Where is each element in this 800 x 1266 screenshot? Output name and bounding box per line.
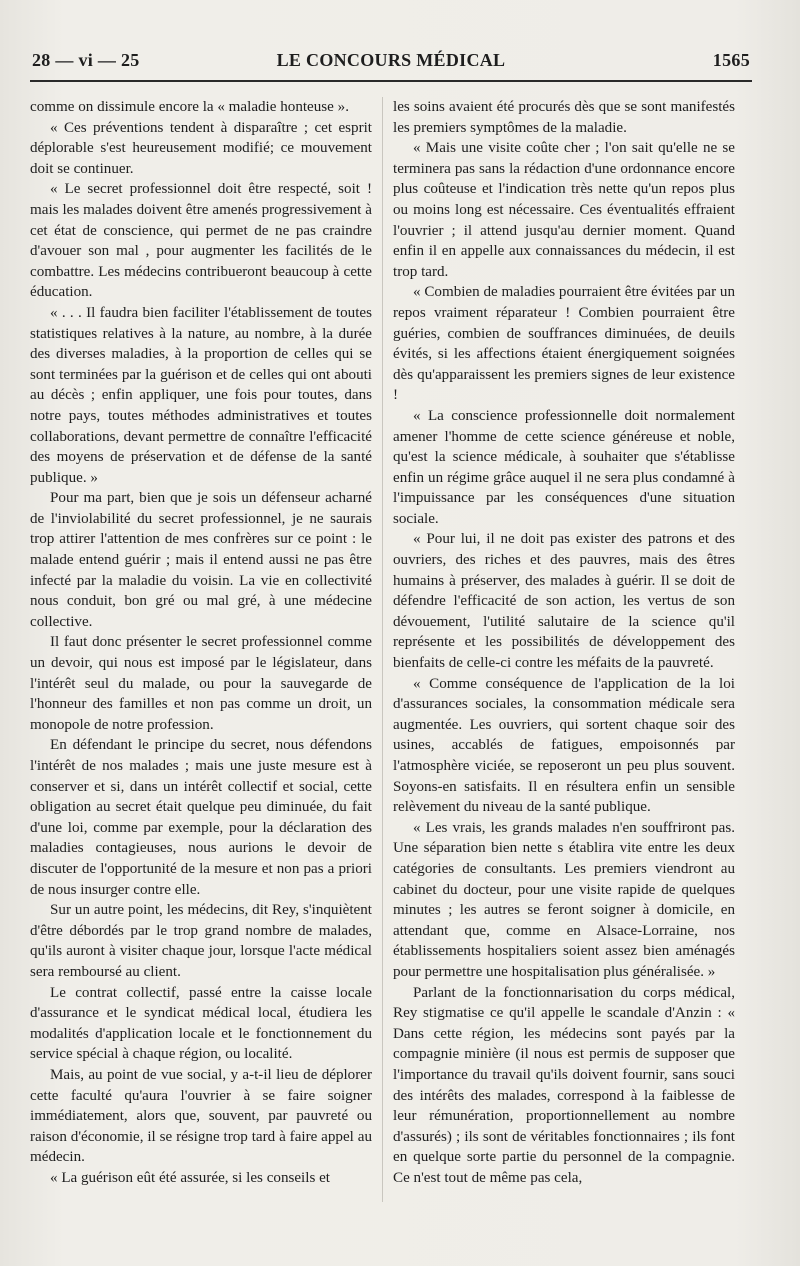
paragraph: « Mais une visite coûte cher ; l'on sait qu'elle ne se terminera pas sans la rédaction d'une ordonnance encore plus coûteuse et l'indication très nette qu'un repos plus ou moins long est nécessaire. Ces éventualités effraient l'ouvrier ; il attend jusqu'au dernier moment. Quand enfin il en appelle aux connaissances du médecin, il est trop tard. [393, 140, 735, 280]
paragraph: Mais, au point de vue social, y a-t-il lieu de déplorer cette faculté qu'aura l'ouvrier à se faire soigner immédiatement, alors que, souvent, par pauvreté ou raison d'économie, il se résigne trop tard à faire appel au médecin. [30, 1066, 372, 1166]
header-rule [30, 80, 752, 82]
paragraph: les soins avaient été procurés dès que se sont manifestés les premiers symptômes de la maladie. [393, 99, 735, 136]
paragraph: « Le secret professionnel doit être respecté, soit ! mais les malades doivent être amenés progressivement à cet état de conscience, qui permet de ne pas craindre d'avouer son mal , pour augmenter les facilités de le combattre. Les médecins contribueront beaucoup à cette éducation. [30, 181, 372, 301]
page-number: 1565 [712, 50, 750, 70]
paragraph: Le contrat collectif, passé entre la caisse locale d'assurance et le syndicat médical local, étudiera les modalités d'application locale et le fonctionnement du service spécial à chaque région, ou localité. [30, 984, 372, 1063]
paragraph: « La conscience professionnelle doit normalement amener l'homme de cette science généreuse et noble, qu'est la science médicale, à souhaiter que s'établisse enfin un régime grâce auquel il ne sera plus condamné à l'impuissance par les conséquences d'une situation sociale. [393, 407, 735, 527]
paragraph: Sur un autre point, les médecins, dit Rey, s'inquiètent d'être débordés par le trop grand nombre de malades, qu'ils auront à visiter chaque jour, lorsque l'acte médical sera remboursé au client. [30, 902, 372, 980]
paragraph: Pour ma part, bien que je sois un défenseur acharné de l'inviolabilité du secret professionnel, je ne saurais trop attirer l'attention de mes confrères sur ce point : le malade entend guérir ; mais il entend aussi ne pas être infecté par la maladie du voisin. La vie en collectivité nous conduit, bon gré ou mal gré, à une médecine collective. [30, 490, 372, 630]
journal-title: LE CONCOURS MÉDICAL [276, 50, 506, 70]
column-gutter [382, 97, 383, 1202]
paragraph: « Comme conséquence de l'application de la loi d'assurances sociales, la consommation médicale sera augmentée. Les ouvriers, qui sortent chaque soir des usines, accablés de fatigues, empoisonnés par l'atmosphère viciée, se reposeront un peu plus souvent. Soyons-en satisfaits. Il en résultera enfin un sensible relèvement du niveau de la santé publique. [393, 675, 735, 816]
paragraph: Il faut donc présenter le secret professionnel comme un devoir, qui nous est imposé par le législateur, dans l'intérêt seul du malade, ou pour la sauvegarde de l'honneur des familles et non pas comme un droit, un monopole de notre profession. [30, 634, 372, 733]
paragraph: En défendant le principe du secret, nous défendons l'intérêt de nos malades ; mais une juste mesure est à conserver et si, dans un intérêt collectif et social, cette obligation au secret était quelque peu diminuée, du fait d'une loi, comme par exemple, pour la déclaration des maladies contagieuses, nous aurions le devoir de discuter de l'opportunité de la mesure et non pas a priori de nous insurger contre elle. [30, 737, 372, 898]
paragraph: comme on dissimule encore la « maladie honteuse ». [30, 99, 349, 115]
page-header [32, 50, 750, 80]
paragraph: « Ces préventions tendent à disparaître ; cet esprit déplorable s'est heureusement modifié; ce mouvement doit se continuer. [30, 119, 372, 177]
paragraph: « . . . Il faudra bien faciliter l'établissement de toutes statistiques relatives à la nature, au nombre, à la durée des diverses maladies, à la proportion de celles qui se sont terminées par la guérison et de celles qui ont abouti au décès ; enfin appliquer, une fois pour toutes, dans notre pays, toutes méthodes administratives et toutes collaborations, devant permettre de connaître l'efficacité des moyens de préservation et de défense de la santé publique. » [30, 304, 372, 486]
left-column [30, 97, 372, 1188]
paragraph: « La guérison eût été assurée, si les conseils et [50, 1169, 330, 1186]
right-column [393, 97, 735, 1188]
paragraph: « Les vrais, les grands malades n'en souffriront pas. Une séparation bien nette s établira vite entre les deux catégories de consultants. Les premiers viendront au cabinet du docteur, pour une visite rapide de quelques minutes ; les autres se feront soigner à domicile, en attendant que, comme en Alsace-Lorraine, nos établissements hospitaliers soient assez bien aménagés pour permettre une hospitalisation plus généralisée. » [393, 819, 735, 980]
paragraph: « Combien de maladies pourraient être évitées par un repos vraiment réparateur ! Combien pourraient être guéries, combien de souffrances diminuées, de deuils évités, si les affections étaient énergiquement soignées dès qu'apparaissent les premiers signes de leur existence ! [393, 284, 735, 404]
paragraph: Parlant de la fonctionnarisation du corps médical, Rey stigmatise ce qu'il appelle le scandale d'Anzin : « Dans cette région, les médecins sont payés par la compagnie minière (il nous est permis de supposer que l'importance du travail qu'ils doivent fournir, sans souci des intérêts des malades, correspond à la faiblesse de leur rémunération, proportionnellement au nombre d'assurés) ; ils sont de véritables fonctionnaires ; ils font en quelque sorte partie du personnel de la compagnie. Ce n'est tout de même pas cela, [393, 984, 735, 1186]
paragraph: « Pour lui, il ne doit pas exister des patrons et des ouvriers, des riches et des pauvres, mais des êtres humains à préserver, des malades à guérir. Il se doit de défendre l'efficacité de son action, les vertus de son dévouement, l'utilité salutaire de la science qu'il représente et les possibilités de développement des bienfaits de celle-ci contre les méfaits de la pauvreté. [393, 531, 735, 672]
issue-date: 28 — vi — 25 [32, 50, 140, 70]
